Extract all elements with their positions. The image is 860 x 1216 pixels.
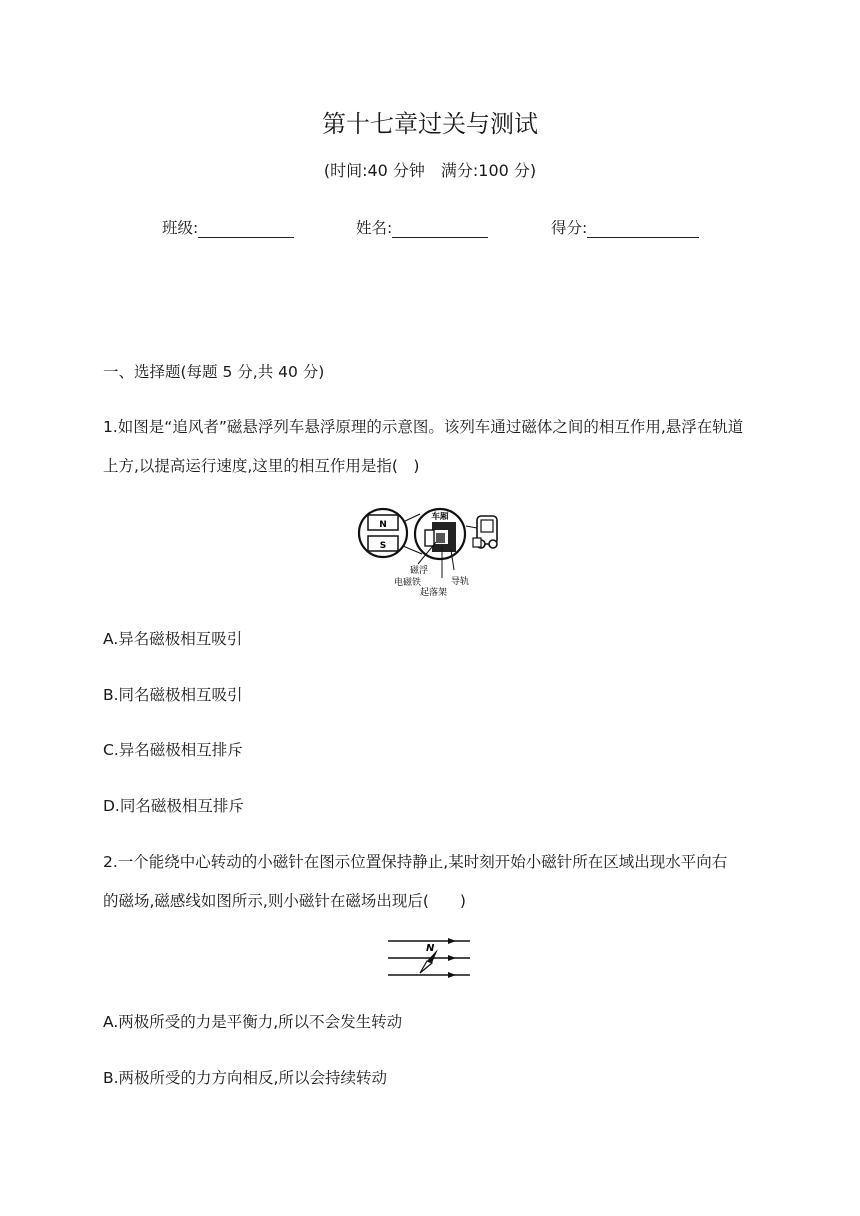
name-label: 姓名: [356, 219, 393, 237]
q2-option-a: A.两极所受的力是平衡力,所以不会发生转动 [103, 1013, 403, 1031]
q1-option-a: A.异名磁极相互吸引 [103, 630, 243, 648]
compass-figure [386, 934, 474, 982]
score-label: 得分: [551, 219, 588, 237]
class-blank[interactable] [198, 219, 294, 238]
q2-stem-line2: 的磁场,磁感线如图所示,则小磁针在磁场出现后( ) [103, 892, 466, 910]
needle-n-label: N [426, 943, 435, 954]
s-pole-label: S [379, 541, 387, 551]
score-field [551, 216, 699, 238]
landing-gear-label: 起落架 [420, 588, 448, 598]
name-field [356, 216, 488, 238]
page-title: 第十七章过关与测试 [322, 110, 538, 138]
rail-label: 导轨 [451, 577, 470, 587]
q1-option-d: D.同名磁极相互排斥 [103, 797, 244, 815]
class-label: 班级: [162, 219, 199, 237]
class-field [162, 216, 294, 238]
q1-option-c: C.异名磁极相互排斥 [103, 741, 243, 759]
car-label: 车厢 [431, 512, 449, 522]
magnet-label: 磁浮 [410, 566, 429, 576]
q2-option-b: B.两极所受的力方向相反,所以会持续转动 [103, 1069, 387, 1087]
score-blank[interactable] [587, 219, 699, 238]
exam-info: (时间:40 分钟 满分:100 分) [323, 161, 537, 180]
q2-stem-line1: 2.一个能绕中心转动的小磁针在图示位置保持静止,某时刻开始小磁针所在区域出现水平向右 [103, 853, 728, 871]
electromagnet-label: 电磁铁 [394, 578, 422, 588]
section-heading: 一、选择题(每题 5 分,共 40 分) [103, 363, 325, 381]
maglev-figure [356, 506, 506, 598]
q1-option-b: B.同名磁极相互吸引 [103, 686, 243, 704]
q1-stem-line1: 1.如图是“追风者”磁悬浮列车悬浮原理的示意图。该列车通过磁体之间的相互作用,悬浮在轨道 [103, 418, 744, 436]
name-blank[interactable] [392, 219, 488, 238]
n-pole-label: N [379, 520, 387, 530]
q1-stem-line2: 上方,以提高运行速度,这里的相互作用是指( ) [103, 457, 420, 475]
